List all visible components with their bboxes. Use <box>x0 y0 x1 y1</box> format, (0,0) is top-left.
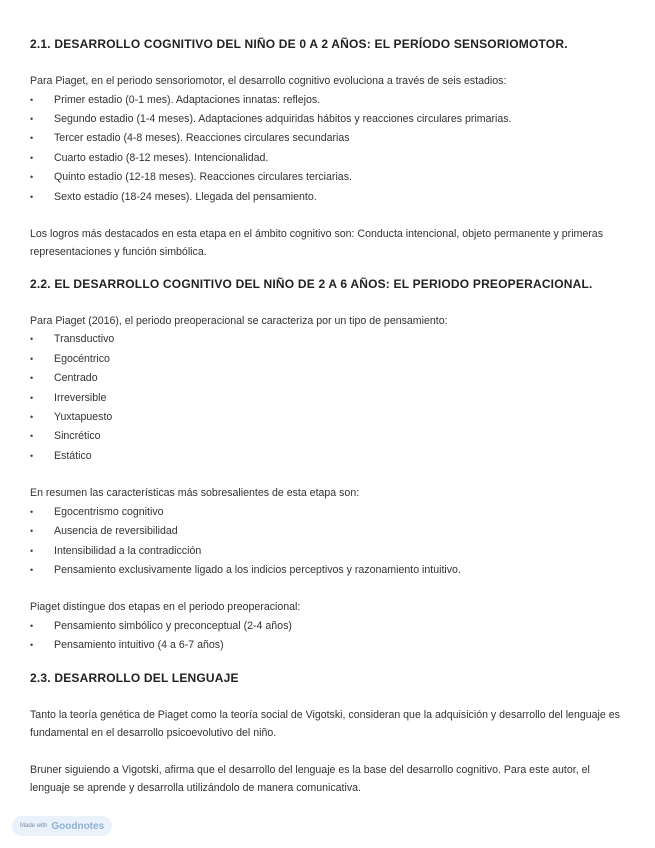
section1-stage-list <box>30 91 630 207</box>
list-item: • Sincrético <box>30 427 630 446</box>
list-item: • Irreversible <box>30 389 630 408</box>
list-item: • Ausencia de reversibilidad <box>30 522 630 541</box>
section1-summary: Los logros más destacados en esta etapa en el ámbito cognitivo son: Conducta intencional, objeto permanente y primeras representaciones y función simbólica. <box>30 227 603 259</box>
document-page <box>30 36 630 798</box>
section2-intro: Para Piaget (2016), el periodo preoperacional se caracteriza por un tipo de pensamiento: <box>30 314 448 327</box>
list-item: • Estático <box>30 447 630 466</box>
section2-stages-list <box>30 617 630 656</box>
list-item: • Centrado <box>30 369 630 388</box>
badge-prefix: Made with <box>20 823 48 829</box>
section2-stages-intro: Piaget distingue dos etapas en el periodo preoperacional: <box>30 601 301 614</box>
list-item: • Pensamiento intuitivo (4 a 6-7 años) <box>30 636 630 655</box>
list-item: • Quinto estadio (12-18 meses). Reacciones circulares terciarias. <box>30 168 630 187</box>
section-heading-preoperacional: 2.2. EL DESARROLLO COGNITIVO DEL NIÑO DE 2 A 6 AÑOS: EL PERIODO PREOPERACIONAL. <box>30 276 593 291</box>
section2-thinking-list <box>30 330 630 466</box>
section2-summary-intro: En resumen las características más sobresalientes de esta etapa son: <box>30 487 360 500</box>
section-heading-sensoriomotor: 2.1. DESARROLLO COGNITIVO DEL NIÑO DE 0 A 2 AÑOS: EL PERÍODO SENSORIOMOTOR. <box>30 37 568 51</box>
section3-paragraph-1: Tanto la teoría genética de Piaget como la teoría social de Vigotski, consideran que la adquisición y desarrollo del lenguaje es fundamental en el desarrollo psicoevolutivo del niño. <box>30 708 620 740</box>
list-item: • Segundo estadio (1-4 meses). Adaptaciones adquiridas hábitos y reacciones circulares primarias. <box>30 110 630 129</box>
section2-summary-list <box>30 503 630 581</box>
list-item: • Pensamiento simbólico y preconceptual (2-4 años) <box>30 617 630 636</box>
goodnotes-badge[interactable] <box>12 816 112 836</box>
list-item: • Egocéntrico <box>30 350 630 369</box>
list-item: • Transductivo <box>30 330 630 349</box>
list-item: • Tercer estadio (4-8 meses). Reacciones circulares secundarias <box>30 129 630 148</box>
badge-brand: Goodnotes <box>51 820 105 832</box>
list-item: • Yuxtapuesto <box>30 408 630 427</box>
list-item: • Primer estadio (0-1 mes). Adaptaciones innatas: reflejos. <box>30 91 630 110</box>
list-item: • Intensibilidad a la contradicción <box>30 542 630 561</box>
section-heading-lenguaje: 2.3. DESARROLLO DEL LENGUAJE <box>30 670 239 685</box>
list-item: • Pensamiento exclusivamente ligado a los indicios perceptivos y razonamiento intuitivo. <box>30 561 630 580</box>
section1-intro: Para Piaget, en el periodo sensoriomotor, el desarrollo cognitivo evoluciona a través de seis estadios: <box>30 75 507 87</box>
list-item: • Cuarto estadio (8-12 meses). Intencionalidad. <box>30 149 630 168</box>
list-item: • Sexto estadio (18-24 meses). Llegada del pensamiento. <box>30 188 630 207</box>
section3-paragraph-2: Bruner siguiendo a Vigotski, afirma que el desarrollo del lenguaje es la base del desarrollo cognitivo. Para este autor, el lenguaje se aprende y desarrolla utilizándolo de manera comunicativa. <box>30 763 590 795</box>
list-item: • Egocentrismo cognitivo <box>30 503 630 522</box>
